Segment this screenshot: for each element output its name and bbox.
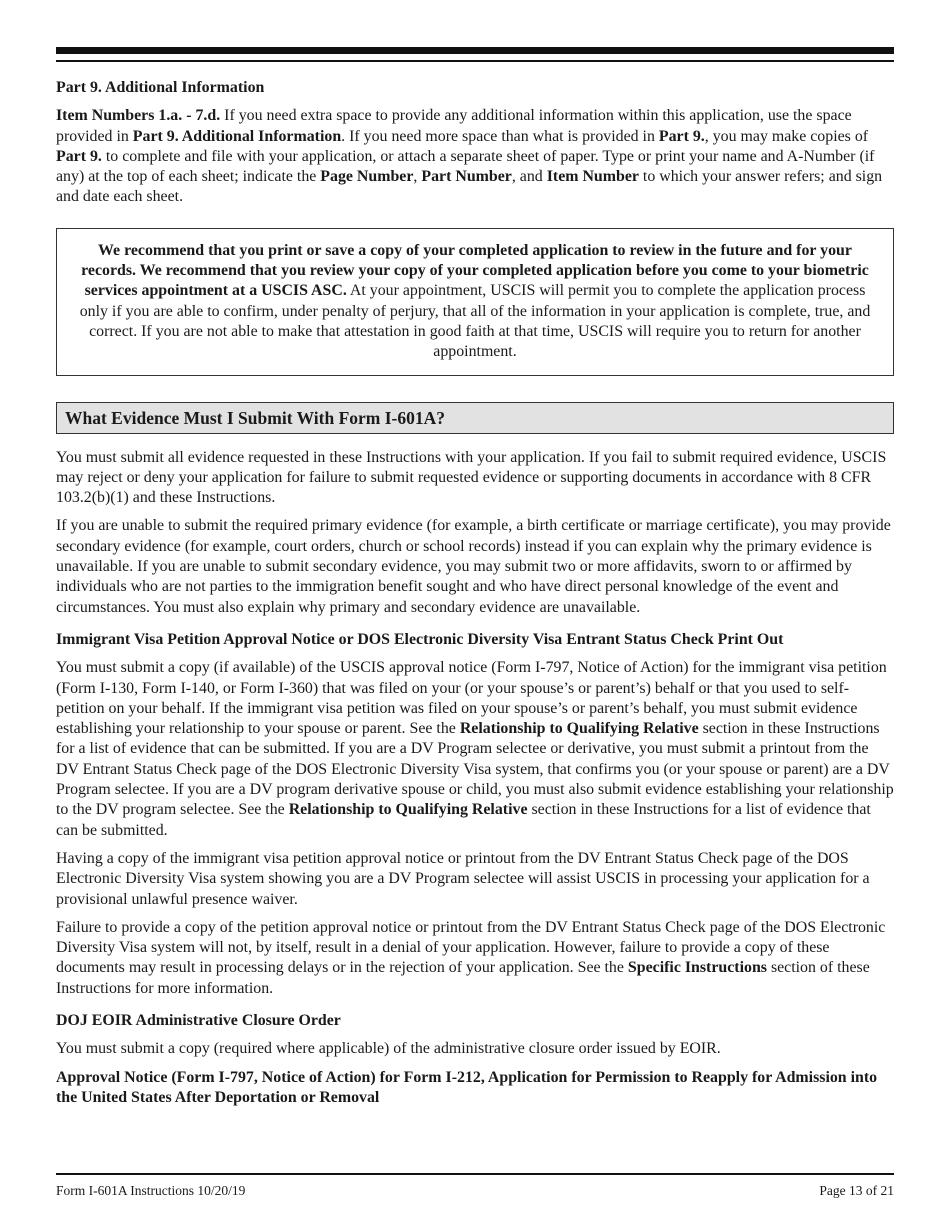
ivp-paragraph-1: You must submit a copy (if available) of the USCIS approval notice (Form I-797, Notice of Action) for the immigrant visa petition (Form I-130, Form I-140, or Form I-360) that was filed on your (or your spouse’s or parent’s) behalf or that you used to self-petition on your behalf. If the immigrant visa petition was filed on your spouse’s or parent’s behalf, you must submit evidence establishing your relationship to your spouse or parent. See the Relationship to Qualifying Relative section in these Instructions for a list of evidence that can be submitted. If you are a DV Program selectee or derivative, you must submit a printout from the DV Entrant Status Check page of the DOS Electronic Diversity Visa system, that confirms you (or your spouse or parent) are a DV Program selectee. If you are a DV program derivative spouse or child, you must also submit evidence establishing your relationship to the DV program selectee. See the Relationship to Qualifying Relative section in these Instructions for a list of evidence that can be submitted. <box>56 659 894 839</box>
doj-paragraph: You must submit a copy (required where applicable) of the administrative closure order issued by EOIR. <box>56 1040 721 1058</box>
part9-heading: Part 9. Additional Information <box>56 79 265 96</box>
doj-heading: DOJ EOIR Administrative Closure Order <box>56 1011 341 1029</box>
evidence-paragraph-2: If you are unable to submit the required primary evidence (for example, a birth certificate or marriage certificate), you may provide secondary evidence (for example, court orders, church or school records) instead if you can explain why the primary evidence is unavailable. If you are unable to submit secondary evidence, you may submit two or more affidavits, sworn to or affirmed by individuals who are not parties to the immigration benefit sought and who have direct personal knowledge of the event and circumstances. You must also explain why primary and secondary evidence are unavailable. <box>56 517 891 616</box>
header-thin-rule <box>56 60 894 62</box>
part9-paragraph: Item Numbers 1.a. - 7.d. If you need extra space to provide any additional information within this application, use the space provided in Part 9. Additional Information. If you need more space than what is provided in Part 9., you may make copies of Part 9. to complete and file with your application, or attach a separate sheet of paper. Type or print your name and A-Number (if any) at the top of each sheet; indicate the Page Number, Part Number, and Item Number to which your answer refers; and sign and date each sheet. <box>56 107 883 206</box>
ivp-paragraph-3: Failure to provide a copy of the petition approval notice or printout from the DV Entrant Status Check page of the DOS Electronic Diversity Visa system will not, by itself, result in a denial of your application. However, failure to provide a copy of these documents may result in processing delays or in the rejection of your application. See the Specific Instructions section of these Instructions for more information. <box>56 918 886 997</box>
evidence-section-title: What Evidence Must I Submit With Form I-601A? <box>56 402 894 434</box>
ivp-heading: Immigrant Visa Petition Approval Notice or DOS Electronic Diversity Visa Entrant Status Check Print Out <box>56 630 784 648</box>
ivp-paragraph-2: Having a copy of the immigrant visa petition approval notice or printout from the DV Entrant Status Check page of the DOS Electronic Diversity Visa system showing you are a DV Program selectee will assist USCIS in processing your application for a provisional unlawful presence waiver. <box>56 849 870 908</box>
evidence-paragraph-1: You must submit all evidence requested in these Instructions with your application. If you fail to submit required evidence, USCIS may reject or deny your application for failure to submit requested evidence or supporting documents in accordance with 8 CFR 103.2(b)(1) and these Instructions. <box>56 448 887 507</box>
footer-page-number: Page 13 of 21 <box>819 1183 894 1198</box>
recommendation-notice-box <box>56 228 894 376</box>
notice-text: At your appointment, USCIS will permit you to complete the application process only if you are able to confirm, under penalty of perjury, that all of the information in your application is complete, true, and correct. If you are not able to make that attestation in good faith at that time, USCIS will require you to return for another appointment. <box>79 282 871 361</box>
notice-bold-text: We recommend that you print or save a copy of your completed application to review in the future and for your records. We recommend that you review your copy of your completed application before you come to your biometric services appointment at a USCIS ASC. <box>81 241 869 300</box>
approval-notice-heading: Approval Notice (Form I-797, Notice of Action) for Form I-212, Application for Permission to Reapply for Admission into the United States After Deportation or Removal <box>56 1068 878 1106</box>
page-content <box>56 78 894 1108</box>
footer-rule <box>56 1173 894 1175</box>
header-thick-rule <box>56 47 894 54</box>
item-numbers-label: Item Numbers 1.a. - 7.d. <box>56 107 221 125</box>
footer-form-info: Form I-601A Instructions 10/20/19 <box>56 1183 246 1198</box>
